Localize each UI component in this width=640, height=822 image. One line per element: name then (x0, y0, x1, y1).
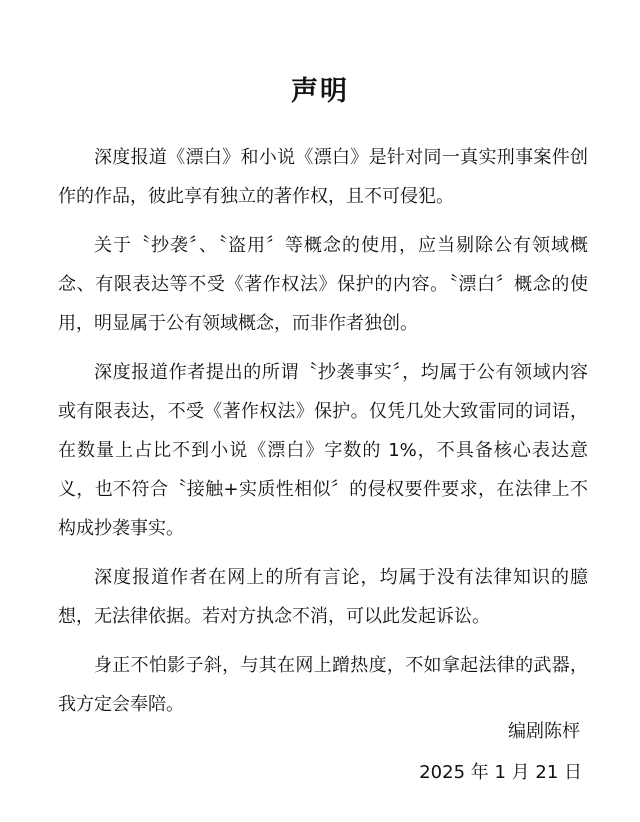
document-title: 声明 (291, 76, 349, 107)
signature: 编剧陈枰 (508, 721, 580, 742)
date: 2025 年 1 月 21 日 (419, 762, 582, 783)
statement-body (58, 138, 588, 734)
paragraph-3: 深度报道作者提出的所谓〝抄袭事实〞，均属于公有领域内容或有限表达，不受《著作权法》保护。仅凭几处大致雷同的词语，在数量上占比不到小说《漂白》字数的 1%，不具备核心表达意义，也不符合〝接触+实质性相似〞的侵权要件要求，在法律上不构成抄袭事实。 (58, 362, 588, 539)
paragraph-4: 深度报道作者在网上的所有言论，均属于没有法律知识的臆想，无法律依据。若对方执念不消，可以此发起诉讼。 (58, 567, 588, 627)
paragraph-2: 关于〝抄袭〞、〝盗用〞等概念的使用，应当剔除公有领域概念、有限表达等不受《著作权法》保护的内容。〝漂白〞概念的使用，明显属于公有领域概念，而非作者独创。 (58, 235, 588, 334)
paragraph-5: 身正不怕影子斜，与其在网上蹭热度，不如拿起法律的武器，我方定会奉陪。 (58, 655, 588, 715)
paragraph-1: 深度报道《漂白》和小说《漂白》是针对同一真实刑事案件创作的作品，彼此享有独立的著作权，且不可侵犯。 (58, 147, 588, 207)
